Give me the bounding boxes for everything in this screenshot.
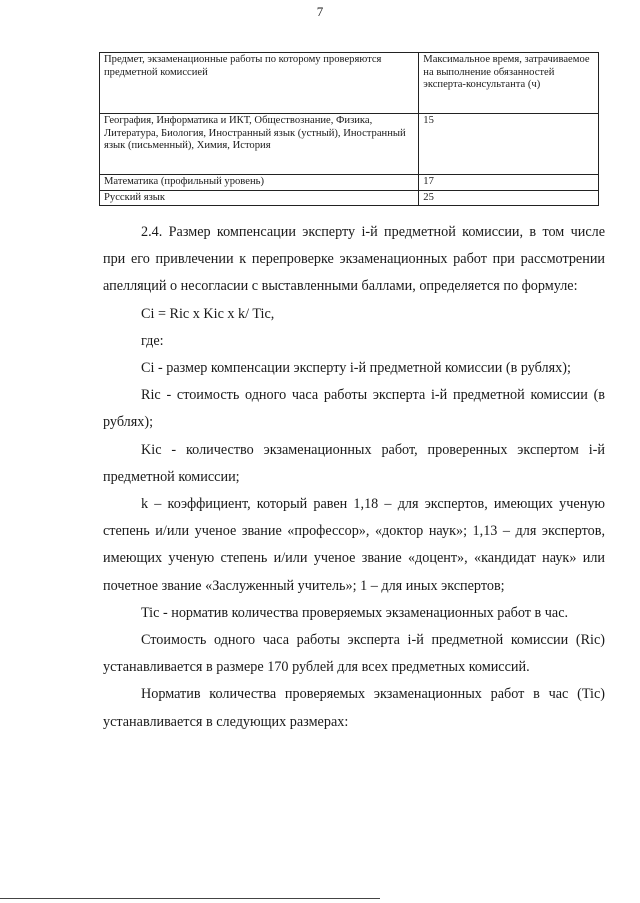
table-cell-hours: 17 — [419, 175, 599, 191]
paragraph-hour-cost: Стоимость одного часа работы эксперта і-й предметной комиссии (Ric) устанавливается в размере 170 рублей для всех предметных комиссий. — [103, 632, 605, 676]
paragraph-2-4: 2.4. Размер компенсации эксперту і-й предметной комиссии, в том числе при его привлечении к перепроверке экзаменационных работ при рассмотрении апелляций о несогласии с выставленными баллами, определяется по формуле: — [103, 224, 605, 295]
definition-ci: Сі - размер компенсации эксперту і-й предметной комиссии (в рублях); — [141, 360, 571, 377]
table-row — [100, 114, 599, 175]
table-cell-subject: Русский язык — [100, 190, 419, 206]
table-cell-hours: 25 — [419, 190, 599, 206]
table-cell-hours: 15 — [419, 114, 599, 175]
formula: Ci = Ric x Kic x k/ Tic, — [141, 305, 275, 322]
paragraph-norm: Норматив количества проверяемых экзаменационных работ в час (Tic) устанавливается в следующих размерах: — [103, 686, 605, 730]
table-header-row — [100, 53, 599, 114]
table-header-subject: Предмет, экзаменационные работы по которому проверяются предметной комиссией — [100, 53, 419, 114]
bottom-divider — [0, 898, 380, 899]
table-cell-subject: Математика (профильный уровень) — [100, 175, 419, 191]
table-header-max-time: Максимальное время, затрачиваемое на выполнение обязанностей эксперта-консультанта (ч) — [419, 53, 599, 114]
page-number: 7 — [316, 4, 324, 19]
definition-tic: Tic - норматив количества проверяемых экзаменационных работ в час. — [141, 604, 569, 621]
definition-kic: Kic - количество экзаменационных работ, проверенных экспертом і-й предметной комиссии; — [103, 441, 605, 485]
compensation-time-table — [99, 52, 599, 206]
table-cell-subject: География, Информатика и ИКТ, Обществознание, Физика, Литература, Биология, Иностранный язык (устный), Иностранный язык (письменный), Химия, История — [100, 114, 419, 175]
table-row — [100, 175, 599, 191]
document-body — [103, 219, 605, 736]
definition-k: k – коэффициент, который равен 1,18 – для экспертов, имеющих ученую степень и/или ученое звание «профессор», «доктор наук»; 1,13 – для экспертов, имеющих ученую степень и/или ученое звание «доцент», «кандидат наук» или почетное звание «Заслуженный учитель»; 1 – для иных экспертов; — [103, 496, 605, 594]
formula-where: где: — [141, 332, 164, 349]
definition-ric: Ric - стоимость одного часа работы эксперта і-й предметной комиссии (в рублях); — [103, 387, 605, 431]
table-row — [100, 190, 599, 206]
